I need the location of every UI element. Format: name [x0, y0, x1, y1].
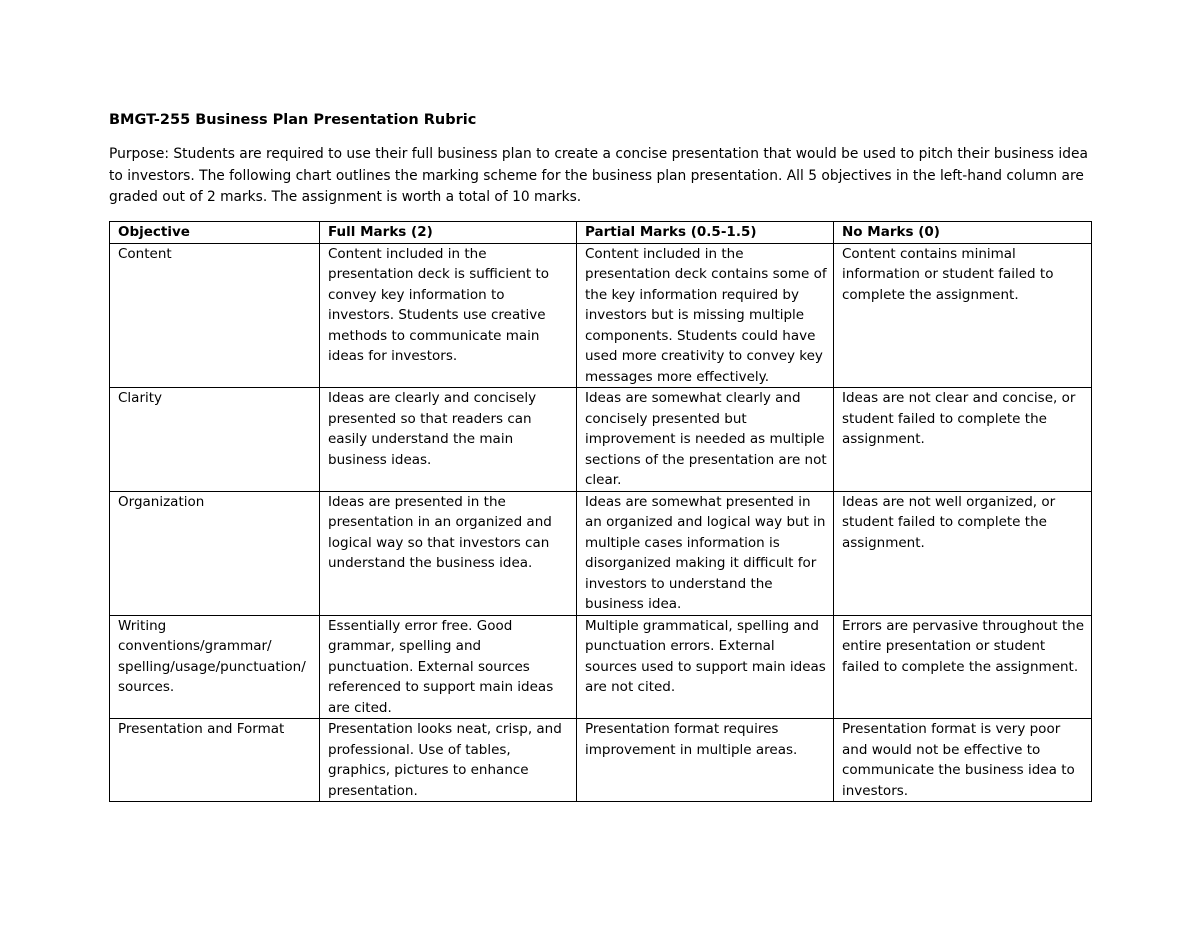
full-marks-cell: Ideas are clearly and concisely presented so that readers can easily understand the main business ideas. — [320, 388, 577, 492]
purpose-paragraph: Purpose: Students are required to use their full business plan to create a concise presentation that would be used to pitch their business idea to investors. The following chart outlines the marking scheme for the business plan presentation. All 5 objectives in the left-hand column are graded out of 2 marks. The assignment is worth a total of 10 marks. — [109, 146, 1088, 205]
table-row — [110, 615, 1092, 719]
objective-cell: Organization — [110, 491, 320, 615]
objective-cell: Content — [110, 243, 320, 388]
objective-cell: Presentation and Format — [110, 719, 320, 802]
document-title: BMGT-255 Business Plan Presentation Rubric — [109, 112, 477, 128]
no-marks-cell: Ideas are not well organized, or student failed to complete the assignment. — [834, 491, 1092, 615]
no-marks-cell: Presentation format is very poor and would not be effective to communicate the business idea to investors. — [834, 719, 1092, 802]
table-row — [110, 243, 1092, 388]
partial-marks-cell: Ideas are somewhat clearly and concisely presented but improvement is needed as multiple sections of the presentation are not clear. — [577, 388, 834, 492]
no-marks-cell: Ideas are not clear and concise, or student failed to complete the assignment. — [834, 388, 1092, 492]
rubric-table — [109, 221, 1092, 802]
partial-marks-cell: Presentation format requires improvement in multiple areas. — [577, 719, 834, 802]
partial-marks-cell: Multiple grammatical, spelling and punctuation errors. External sources used to support main ideas are not cited. — [577, 615, 834, 719]
partial-marks-cell: Content included in the presentation deck contains some of the key information required by investors but is missing multiple components. Students could have used more creativity to convey key messages more effectively. — [577, 243, 834, 388]
full-marks-cell: Content included in the presentation deck is sufficient to convey key information to investors. Students use creative methods to communicate main ideas for investors. — [320, 243, 577, 388]
full-marks-cell: Essentially error free. Good grammar, spelling and punctuation. External sources referenced to support main ideas are cited. — [320, 615, 577, 719]
full-marks-cell: Ideas are presented in the presentation in an organized and logical way so that investors can understand the business idea. — [320, 491, 577, 615]
header-row — [110, 222, 1092, 244]
table-row — [110, 388, 1092, 492]
objective-cell: Writing conventions/grammar/ spelling/usage/punctuation/ sources. — [110, 615, 320, 719]
no-marks-cell: Content contains minimal information or student failed to complete the assignment. — [834, 243, 1092, 388]
no-marks-cell: Errors are pervasive throughout the entire presentation or student failed to complete the assignment. — [834, 615, 1092, 719]
table-row — [110, 719, 1092, 802]
full-marks-cell: Presentation looks neat, crisp, and professional. Use of tables, graphics, pictures to enhance presentation. — [320, 719, 577, 802]
table-row — [110, 491, 1092, 615]
header-no-marks: No Marks (0) — [834, 222, 1092, 244]
header-partial-marks: Partial Marks (0.5-1.5) — [577, 222, 834, 244]
partial-marks-cell: Ideas are somewhat presented in an organized and logical way but in multiple cases information is disorganized making it difficult for investors to understand the business idea. — [577, 491, 834, 615]
objective-cell: Clarity — [110, 388, 320, 492]
header-full-marks: Full Marks (2) — [320, 222, 577, 244]
header-objective: Objective — [110, 222, 320, 244]
